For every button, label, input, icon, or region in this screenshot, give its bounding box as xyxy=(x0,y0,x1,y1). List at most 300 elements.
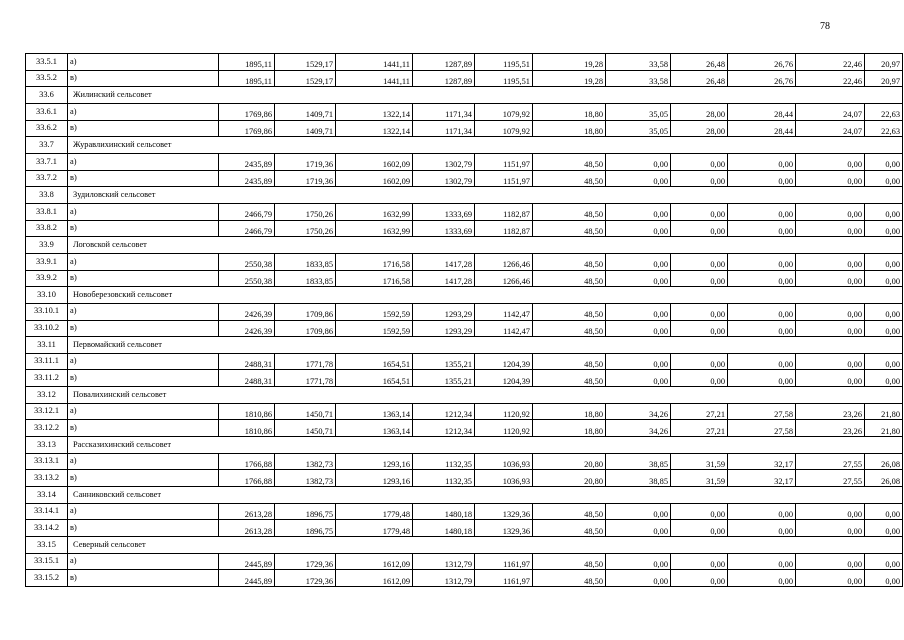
value-cell: 1302,79 xyxy=(413,170,475,187)
value-cell: 1142,47 xyxy=(475,303,533,320)
value-cell: 1293,16 xyxy=(336,470,413,487)
value-cell: 1769,86 xyxy=(219,103,275,120)
value-cell: 2445,89 xyxy=(219,553,275,570)
section-code: 33.10 xyxy=(26,287,68,304)
value-cell: 2466,79 xyxy=(219,220,275,237)
value-cell: 1409,71 xyxy=(275,103,336,120)
value-cell: 0,00 xyxy=(865,520,903,537)
value-cell: 1592,59 xyxy=(336,303,413,320)
value-cell: 1612,09 xyxy=(336,570,413,587)
section-row xyxy=(26,87,903,104)
row-code: 33.6.2 xyxy=(26,120,68,137)
row-subitem: а) xyxy=(68,153,219,170)
value-cell: 2445,89 xyxy=(219,570,275,587)
value-cell: 1266,46 xyxy=(475,253,533,270)
value-cell: 0,00 xyxy=(606,153,671,170)
value-cell: 2435,89 xyxy=(219,170,275,187)
value-cell: 20,80 xyxy=(533,453,606,470)
value-cell: 0,00 xyxy=(865,303,903,320)
row-subitem: а) xyxy=(68,54,219,71)
value-cell: 1750,26 xyxy=(275,203,336,220)
value-cell: 1182,87 xyxy=(475,220,533,237)
row-subitem: а) xyxy=(68,203,219,220)
value-cell: 1896,75 xyxy=(275,520,336,537)
section-name: Санниковский сельсовет xyxy=(68,487,903,504)
section-code: 33.11 xyxy=(26,337,68,354)
value-cell: 0,00 xyxy=(865,153,903,170)
row-code: 33.13.1 xyxy=(26,453,68,470)
value-cell: 1151,97 xyxy=(475,153,533,170)
value-cell: 48,50 xyxy=(533,353,606,370)
value-cell: 18,80 xyxy=(533,120,606,137)
value-cell: 1287,89 xyxy=(413,54,475,71)
row-code: 33.12.2 xyxy=(26,420,68,437)
value-cell: 0,00 xyxy=(796,220,865,237)
value-cell: 38,85 xyxy=(606,470,671,487)
row-subitem: в) xyxy=(68,420,219,437)
section-row xyxy=(26,537,903,554)
value-cell: 1417,28 xyxy=(413,253,475,270)
row-subitem: в) xyxy=(68,120,219,137)
value-cell: 2466,79 xyxy=(219,203,275,220)
value-cell: 1729,36 xyxy=(275,553,336,570)
value-cell: 0,00 xyxy=(728,203,796,220)
value-cell: 20,97 xyxy=(865,54,903,71)
value-cell: 1171,34 xyxy=(413,120,475,137)
value-cell: 1212,34 xyxy=(413,420,475,437)
row-subitem: в) xyxy=(68,570,219,587)
value-cell: 0,00 xyxy=(606,303,671,320)
value-cell: 0,00 xyxy=(865,170,903,187)
value-cell: 32,17 xyxy=(728,470,796,487)
value-cell: 1592,59 xyxy=(336,320,413,337)
row-subitem: а) xyxy=(68,453,219,470)
value-cell: 0,00 xyxy=(671,503,728,520)
value-cell: 48,50 xyxy=(533,553,606,570)
value-cell: 1036,93 xyxy=(475,453,533,470)
value-cell: 1750,26 xyxy=(275,220,336,237)
row-code: 33.9.2 xyxy=(26,270,68,287)
value-cell: 0,00 xyxy=(796,270,865,287)
value-cell: 1409,71 xyxy=(275,120,336,137)
value-cell: 1719,36 xyxy=(275,170,336,187)
value-cell: 32,17 xyxy=(728,453,796,470)
value-cell: 18,80 xyxy=(533,103,606,120)
value-cell: 0,00 xyxy=(671,320,728,337)
row-subitem: а) xyxy=(68,253,219,270)
value-cell: 1363,14 xyxy=(336,420,413,437)
value-cell: 1355,21 xyxy=(413,370,475,387)
table-row xyxy=(26,420,903,437)
value-cell: 27,58 xyxy=(728,420,796,437)
row-subitem: а) xyxy=(68,303,219,320)
value-cell: 33,58 xyxy=(606,70,671,87)
table-row xyxy=(26,520,903,537)
value-cell: 0,00 xyxy=(728,370,796,387)
section-name: Жилинский сельсовет xyxy=(68,87,903,104)
value-cell: 26,76 xyxy=(728,54,796,71)
value-cell: 0,00 xyxy=(865,253,903,270)
value-cell: 48,50 xyxy=(533,220,606,237)
section-code: 33.13 xyxy=(26,437,68,454)
value-cell: 0,00 xyxy=(865,503,903,520)
value-cell: 22,46 xyxy=(796,70,865,87)
value-cell: 0,00 xyxy=(728,220,796,237)
value-cell: 1729,36 xyxy=(275,570,336,587)
row-code: 33.12.1 xyxy=(26,403,68,420)
row-code: 33.13.2 xyxy=(26,470,68,487)
section-code: 33.9 xyxy=(26,237,68,254)
value-cell: 1833,85 xyxy=(275,253,336,270)
value-cell: 28,44 xyxy=(728,120,796,137)
value-cell: 1204,39 xyxy=(475,370,533,387)
value-cell: 1382,73 xyxy=(275,453,336,470)
value-cell: 0,00 xyxy=(728,553,796,570)
value-cell: 0,00 xyxy=(606,220,671,237)
value-cell: 20,80 xyxy=(533,470,606,487)
value-cell: 0,00 xyxy=(671,203,728,220)
value-cell: 48,50 xyxy=(533,370,606,387)
value-cell: 2550,38 xyxy=(219,253,275,270)
value-cell: 1161,97 xyxy=(475,553,533,570)
value-cell: 1779,48 xyxy=(336,503,413,520)
row-code: 33.15.2 xyxy=(26,570,68,587)
value-cell: 18,80 xyxy=(533,420,606,437)
value-cell: 0,00 xyxy=(671,553,728,570)
value-cell: 1195,51 xyxy=(475,54,533,71)
row-code: 33.7.2 xyxy=(26,170,68,187)
value-cell: 0,00 xyxy=(796,553,865,570)
section-row xyxy=(26,487,903,504)
value-cell: 21,80 xyxy=(865,403,903,420)
section-row xyxy=(26,187,903,204)
value-cell: 1810,86 xyxy=(219,420,275,437)
section-row xyxy=(26,287,903,304)
value-cell: 1602,09 xyxy=(336,170,413,187)
value-cell: 23,26 xyxy=(796,403,865,420)
section-code: 33.8 xyxy=(26,187,68,204)
row-subitem: а) xyxy=(68,353,219,370)
value-cell: 0,00 xyxy=(728,503,796,520)
value-cell: 0,00 xyxy=(606,520,671,537)
section-code: 33.14 xyxy=(26,487,68,504)
value-cell: 1382,73 xyxy=(275,470,336,487)
value-cell: 48,50 xyxy=(533,520,606,537)
value-cell: 35,05 xyxy=(606,103,671,120)
value-cell: 0,00 xyxy=(796,153,865,170)
row-code: 33.11.1 xyxy=(26,353,68,370)
value-cell: 2488,31 xyxy=(219,353,275,370)
value-cell: 31,59 xyxy=(671,470,728,487)
row-subitem: в) xyxy=(68,320,219,337)
value-cell: 0,00 xyxy=(728,253,796,270)
value-cell: 1266,46 xyxy=(475,270,533,287)
value-cell: 48,50 xyxy=(533,270,606,287)
value-cell: 26,48 xyxy=(671,70,728,87)
row-code: 33.5.2 xyxy=(26,70,68,87)
value-cell: 1810,86 xyxy=(219,403,275,420)
value-cell: 27,21 xyxy=(671,403,728,420)
value-cell: 1151,97 xyxy=(475,170,533,187)
row-code: 33.14.1 xyxy=(26,503,68,520)
value-cell: 1329,36 xyxy=(475,503,533,520)
value-cell: 27,21 xyxy=(671,420,728,437)
value-cell: 1036,93 xyxy=(475,470,533,487)
value-cell: 0,00 xyxy=(796,503,865,520)
value-cell: 0,00 xyxy=(796,353,865,370)
table-row xyxy=(26,453,903,470)
section-code: 33.15 xyxy=(26,537,68,554)
section-row xyxy=(26,337,903,354)
value-cell: 1779,48 xyxy=(336,520,413,537)
section-name: Журавлихинский сельсовет xyxy=(68,137,903,154)
section-code: 33.6 xyxy=(26,87,68,104)
row-code: 33.5.1 xyxy=(26,54,68,71)
value-cell: 18,80 xyxy=(533,403,606,420)
value-cell: 27,58 xyxy=(728,403,796,420)
row-subitem: в) xyxy=(68,370,219,387)
value-cell: 0,00 xyxy=(671,370,728,387)
value-cell: 1654,51 xyxy=(336,370,413,387)
table-row xyxy=(26,54,903,71)
section-name: Зудиловский сельсовет xyxy=(68,187,903,204)
row-code: 33.11.2 xyxy=(26,370,68,387)
row-subitem: в) xyxy=(68,470,219,487)
value-cell: 1654,51 xyxy=(336,353,413,370)
value-cell: 22,63 xyxy=(865,103,903,120)
value-cell: 1450,71 xyxy=(275,403,336,420)
value-cell: 1322,14 xyxy=(336,120,413,137)
value-cell: 1161,97 xyxy=(475,570,533,587)
table-row xyxy=(26,370,903,387)
value-cell: 0,00 xyxy=(865,370,903,387)
value-cell: 1293,16 xyxy=(336,453,413,470)
value-cell: 0,00 xyxy=(728,270,796,287)
value-cell: 0,00 xyxy=(606,270,671,287)
value-cell: 48,50 xyxy=(533,170,606,187)
value-cell: 1312,79 xyxy=(413,553,475,570)
value-cell: 0,00 xyxy=(606,203,671,220)
value-cell: 0,00 xyxy=(796,570,865,587)
section-row xyxy=(26,437,903,454)
table-row xyxy=(26,503,903,520)
value-cell: 0,00 xyxy=(606,253,671,270)
value-cell: 0,00 xyxy=(606,570,671,587)
section-code: 33.7 xyxy=(26,137,68,154)
row-subitem: в) xyxy=(68,220,219,237)
value-cell: 19,28 xyxy=(533,70,606,87)
value-cell: 0,00 xyxy=(728,353,796,370)
value-cell: 1632,99 xyxy=(336,220,413,237)
section-name: Северный сельсовет xyxy=(68,537,903,554)
row-code: 33.6.1 xyxy=(26,103,68,120)
value-cell: 1450,71 xyxy=(275,420,336,437)
row-code: 33.14.2 xyxy=(26,520,68,537)
value-cell: 24,07 xyxy=(796,103,865,120)
value-cell: 2435,89 xyxy=(219,153,275,170)
row-subitem: а) xyxy=(68,403,219,420)
value-cell: 1120,92 xyxy=(475,420,533,437)
value-cell: 1602,09 xyxy=(336,153,413,170)
table-row xyxy=(26,220,903,237)
value-cell: 0,00 xyxy=(865,353,903,370)
value-cell: 0,00 xyxy=(728,170,796,187)
value-cell: 0,00 xyxy=(728,570,796,587)
table-row xyxy=(26,203,903,220)
value-cell: 0,00 xyxy=(865,570,903,587)
value-cell: 1333,69 xyxy=(413,220,475,237)
value-cell: 0,00 xyxy=(865,220,903,237)
value-cell: 1142,47 xyxy=(475,320,533,337)
value-cell: 28,44 xyxy=(728,103,796,120)
value-cell: 48,50 xyxy=(533,320,606,337)
value-cell: 1329,36 xyxy=(475,520,533,537)
value-cell: 1293,29 xyxy=(413,303,475,320)
value-cell: 0,00 xyxy=(865,553,903,570)
value-cell: 48,50 xyxy=(533,253,606,270)
value-cell: 1833,85 xyxy=(275,270,336,287)
value-cell: 1312,79 xyxy=(413,570,475,587)
value-cell: 31,59 xyxy=(671,453,728,470)
table-row xyxy=(26,170,903,187)
table-row xyxy=(26,270,903,287)
value-cell: 2613,28 xyxy=(219,520,275,537)
table-row xyxy=(26,153,903,170)
value-cell: 1204,39 xyxy=(475,353,533,370)
value-cell: 1363,14 xyxy=(336,403,413,420)
table-row xyxy=(26,103,903,120)
value-cell: 0,00 xyxy=(606,353,671,370)
value-cell: 1632,99 xyxy=(336,203,413,220)
value-cell: 1895,11 xyxy=(219,70,275,87)
table-row xyxy=(26,253,903,270)
table-row xyxy=(26,70,903,87)
value-cell: 26,76 xyxy=(728,70,796,87)
value-cell: 34,26 xyxy=(606,403,671,420)
row-code: 33.8.2 xyxy=(26,220,68,237)
table-row xyxy=(26,353,903,370)
value-cell: 1766,88 xyxy=(219,453,275,470)
tariff-table xyxy=(25,53,903,587)
value-cell: 19,28 xyxy=(533,54,606,71)
section-name: Логовской сельсовет xyxy=(68,237,903,254)
section-row xyxy=(26,387,903,404)
value-cell: 1333,69 xyxy=(413,203,475,220)
value-cell: 0,00 xyxy=(671,520,728,537)
value-cell: 0,00 xyxy=(796,203,865,220)
value-cell: 0,00 xyxy=(865,320,903,337)
value-cell: 21,80 xyxy=(865,420,903,437)
value-cell: 1441,11 xyxy=(336,70,413,87)
value-cell: 2613,28 xyxy=(219,503,275,520)
value-cell: 27,55 xyxy=(796,453,865,470)
value-cell: 1480,18 xyxy=(413,520,475,537)
value-cell: 1529,17 xyxy=(275,70,336,87)
value-cell: 1769,86 xyxy=(219,120,275,137)
table-row xyxy=(26,553,903,570)
value-cell: 1355,21 xyxy=(413,353,475,370)
value-cell: 0,00 xyxy=(671,153,728,170)
value-cell: 26,48 xyxy=(671,54,728,71)
value-cell: 23,26 xyxy=(796,420,865,437)
value-cell: 48,50 xyxy=(533,203,606,220)
section-name: Повалихинский сельсовет xyxy=(68,387,903,404)
row-subitem: а) xyxy=(68,103,219,120)
value-cell: 0,00 xyxy=(671,570,728,587)
table-row xyxy=(26,120,903,137)
value-cell: 0,00 xyxy=(606,553,671,570)
table-row xyxy=(26,570,903,587)
value-cell: 1480,18 xyxy=(413,503,475,520)
value-cell: 2426,39 xyxy=(219,303,275,320)
value-cell: 0,00 xyxy=(671,253,728,270)
value-cell: 33,58 xyxy=(606,54,671,71)
value-cell: 0,00 xyxy=(728,320,796,337)
value-cell: 0,00 xyxy=(796,170,865,187)
value-cell: 26,08 xyxy=(865,470,903,487)
value-cell: 0,00 xyxy=(728,303,796,320)
value-cell: 0,00 xyxy=(728,520,796,537)
value-cell: 34,26 xyxy=(606,420,671,437)
value-cell: 0,00 xyxy=(865,270,903,287)
value-cell: 1895,11 xyxy=(219,54,275,71)
value-cell: 0,00 xyxy=(865,203,903,220)
value-cell: 20,97 xyxy=(865,70,903,87)
value-cell: 0,00 xyxy=(671,170,728,187)
value-cell: 0,00 xyxy=(671,220,728,237)
value-cell: 2488,31 xyxy=(219,370,275,387)
value-cell: 1120,92 xyxy=(475,403,533,420)
value-cell: 0,00 xyxy=(796,520,865,537)
value-cell: 0,00 xyxy=(728,153,796,170)
value-cell: 22,63 xyxy=(865,120,903,137)
section-row xyxy=(26,237,903,254)
value-cell: 1766,88 xyxy=(219,470,275,487)
value-cell: 48,50 xyxy=(533,503,606,520)
table-row xyxy=(26,320,903,337)
row-code: 33.10.1 xyxy=(26,303,68,320)
value-cell: 1302,79 xyxy=(413,153,475,170)
value-cell: 28,00 xyxy=(671,103,728,120)
value-cell: 1287,89 xyxy=(413,70,475,87)
value-cell: 2550,38 xyxy=(219,270,275,287)
page-number: 78 xyxy=(820,21,830,32)
value-cell: 1716,58 xyxy=(336,270,413,287)
section-name: Рассказихинский сельсовет xyxy=(68,437,903,454)
value-cell: 0,00 xyxy=(606,503,671,520)
value-cell: 24,07 xyxy=(796,120,865,137)
value-cell: 1529,17 xyxy=(275,54,336,71)
value-cell: 0,00 xyxy=(606,370,671,387)
value-cell: 0,00 xyxy=(606,170,671,187)
section-row xyxy=(26,137,903,154)
value-cell: 1079,92 xyxy=(475,120,533,137)
table-body xyxy=(26,54,903,587)
table-row xyxy=(26,303,903,320)
value-cell: 1771,78 xyxy=(275,353,336,370)
row-code: 33.7.1 xyxy=(26,153,68,170)
row-subitem: в) xyxy=(68,520,219,537)
value-cell: 1417,28 xyxy=(413,270,475,287)
value-cell: 1896,75 xyxy=(275,503,336,520)
row-subitem: в) xyxy=(68,70,219,87)
value-cell: 0,00 xyxy=(606,320,671,337)
value-cell: 1716,58 xyxy=(336,253,413,270)
value-cell: 0,00 xyxy=(796,253,865,270)
row-subitem: в) xyxy=(68,170,219,187)
value-cell: 0,00 xyxy=(671,303,728,320)
value-cell: 35,05 xyxy=(606,120,671,137)
